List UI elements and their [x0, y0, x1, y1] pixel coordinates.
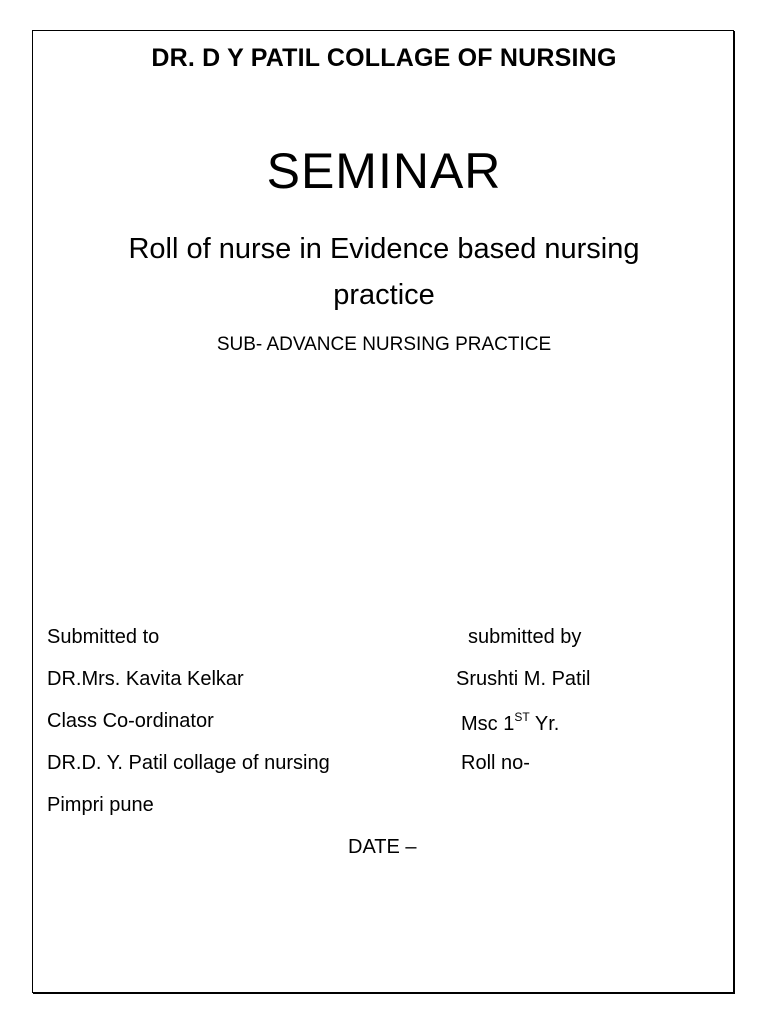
class-prefix: Msc 1	[461, 713, 515, 735]
topic-line-2: practice	[333, 279, 435, 311]
submitted-to-heading: Submitted to	[47, 626, 160, 648]
seminar-topic	[70, 226, 698, 318]
submitted-by-class	[461, 710, 559, 736]
date-label: DATE –	[348, 836, 417, 858]
class-suffix: Yr.	[529, 713, 560, 735]
subject-line: SUB- ADVANCE NURSING PRACTICE	[216, 334, 552, 355]
submitted-to-location: Pimpri pune	[47, 794, 154, 816]
submitted-by-heading: submitted by	[468, 626, 582, 648]
submitted-by-name: Srushti M. Patil	[456, 668, 591, 690]
submitted-to-name: DR.Mrs. Kavita Kelkar	[47, 668, 244, 690]
topic-line-1: Roll of nurse in Evidence based nursing	[128, 233, 640, 265]
class-superscript: ST	[514, 710, 530, 724]
document-type-heading: SEMINAR	[266, 143, 502, 199]
submitted-to-designation: Class Co-ordinator	[47, 710, 214, 732]
college-title: DR. D Y PATIL COLLAGE OF NURSING	[151, 44, 617, 72]
submitted-to-institution: DR.D. Y. Patil collage of nursing	[47, 752, 330, 774]
submitted-by-roll: Roll no-	[461, 752, 530, 774]
